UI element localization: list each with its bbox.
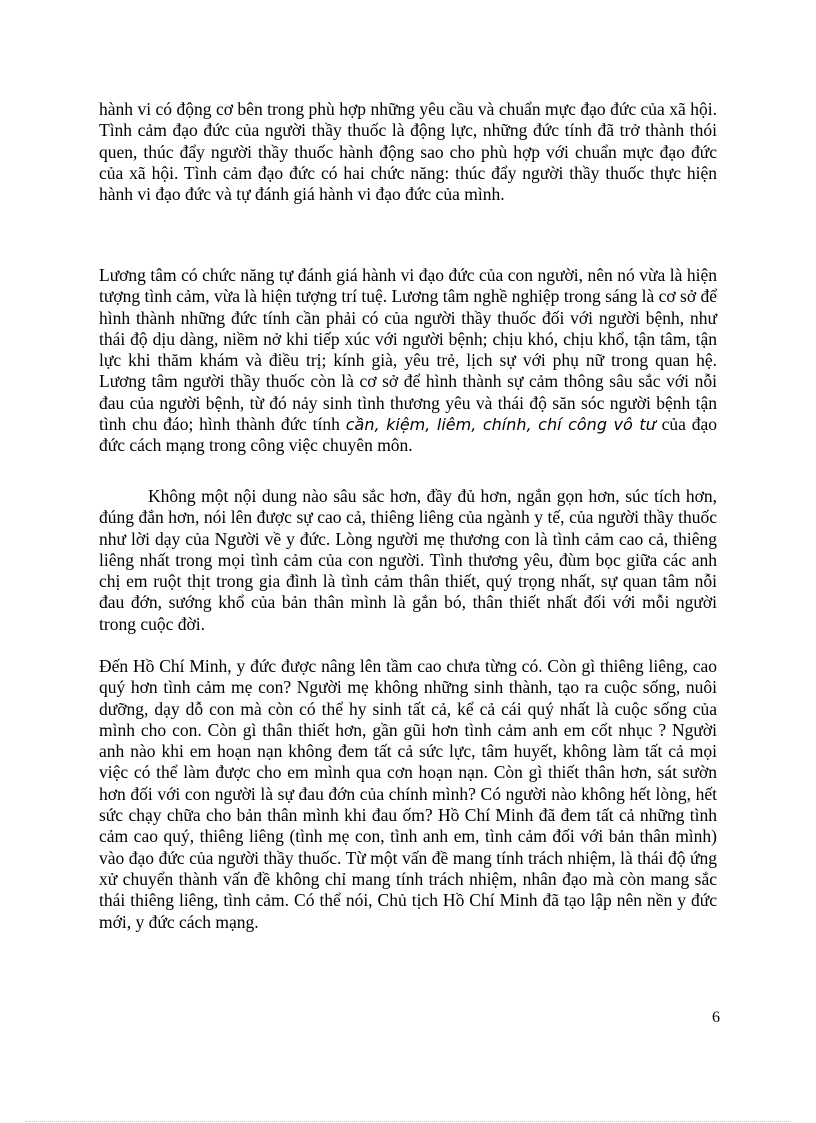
paragraph-3: Không một nội dung nào sâu sắc hơn, đầy đủ hơn, ngắn gọn hơn, súc tích hơn, đúng đắn hơn, nói lên được sự cao cả, thiêng liêng của ngành y tế, của người thầy thuốc như lời dạy của Người về y đức. Lòng người mẹ thương con là tình cảm cao cả, thiêng liêng nhất trong mọi tình cảm của con người. Tình thương yêu, đùm bọc giữa các anh chị em ruột thịt trong gia đình là tình cảm thân thiết, quý trọng nhất, sự quan tâm nỗi đau đớn, sướng khổ của bản thân mình là gắn bó, thân thiết nhất đối với mỗi người trong cuộc đời. (99, 486, 717, 634)
paragraph-2 (99, 265, 717, 457)
page-number: 6 (712, 1009, 720, 1026)
paragraph-2-text: Lương tâm có chức năng tự đánh giá hành vi đạo đức của con người, nên nó vừa là hiện tượng tình cảm, vừa là hiện tượng trí tuệ. Lương tâm nghề nghiệp trong sáng là cơ sở để hình thành những đức tính cần phải có của người thầy thuốc đối với người bệnh, như thái độ dịu dàng, niềm nở khi tiếp xúc với người bệnh; chịu khó, chịu khổ, tận tâm, tận lực khi thăm khám và điều trị; kính già, yêu trẻ, lịch sự với phụ nữ trong quan hệ. Lương tâm người thầy thuốc còn là cơ sở để hình thành sự cảm thông sâu sắc với nỗi đau của người bệnh, từ đó nảy sinh tình thương yêu và thái độ săn sóc người bệnh tận tình chu đáo; hình thành đức tính (99, 265, 717, 435)
paragraph-2-italic-virtues: cần, kiệm, liêm, chính, chí công vô tư (345, 415, 656, 435)
page-bottom-border (25, 1121, 791, 1122)
paragraph-4: Đến Hồ Chí Minh, y đức được nâng lên tầm cao chưa từng có. Còn gì thiêng liêng, cao quý hơn tình cảm mẹ con? Người mẹ không những sinh thành, tạo ra cuộc sống, nuôi dưỡng, dạy dỗ con mà còn có thể hy sinh tất cả, kể cả cái quý nhất là cuộc sống của mình cho con. Còn gì thân thiết hơn, gần gũi hơn tình cảm anh em cốt nhục ? Người anh nào khi em hoạn nạn không đem tất cả sức lực, tâm huyết, không làm tất cả mọi việc có thể làm được cho em mình qua cơn hoạn nạn. Còn gì thiết thân hơn, sát sườn hơn đối với con người là sự đau đớn của chính mình? Có người nào không hết lòng, hết sức chạy chữa cho bản thân mình khi đau ốm? Hồ Chí Minh đã đem tất cả những tình cảm cao quý, thiêng liêng (tình mẹ con, tình anh em, tình cảm đối với bản thân mình) vào đạo đức của người thầy thuốc. Từ một vấn đề mang tính trách nhiệm, là thái độ ứng xử chuyển thành vấn đề không chỉ mang tính trách nhiệm, nhân đạo mà còn mang sắc thái thiêng liêng, tình cảm. Có thể nói, Chủ tịch Hồ Chí Minh đã tạo lập nên nền y đức mới, y đức cách mạng. (99, 656, 717, 932)
paragraph-1: hành vi có động cơ bên trong phù hợp những yêu cầu và chuẩn mực đạo đức của xã hội. Tình cảm đạo đức của người thầy thuốc là động lực, những đức tính đã trở thành thói quen, thúc đẩy người thầy thuốc hành động sao cho phù hợp với chuẩn mực đạo đức của xã hội. Tình cảm đạo đức có hai chức năng: thúc đẩy người thầy thuốc thực hiện hành vi đạo đức và tự đánh giá hành vi đạo đức của mình. (99, 99, 717, 205)
paragraph-2-tail: của đạo đức cách mạng trong công việc chuyên môn. (99, 414, 718, 456)
